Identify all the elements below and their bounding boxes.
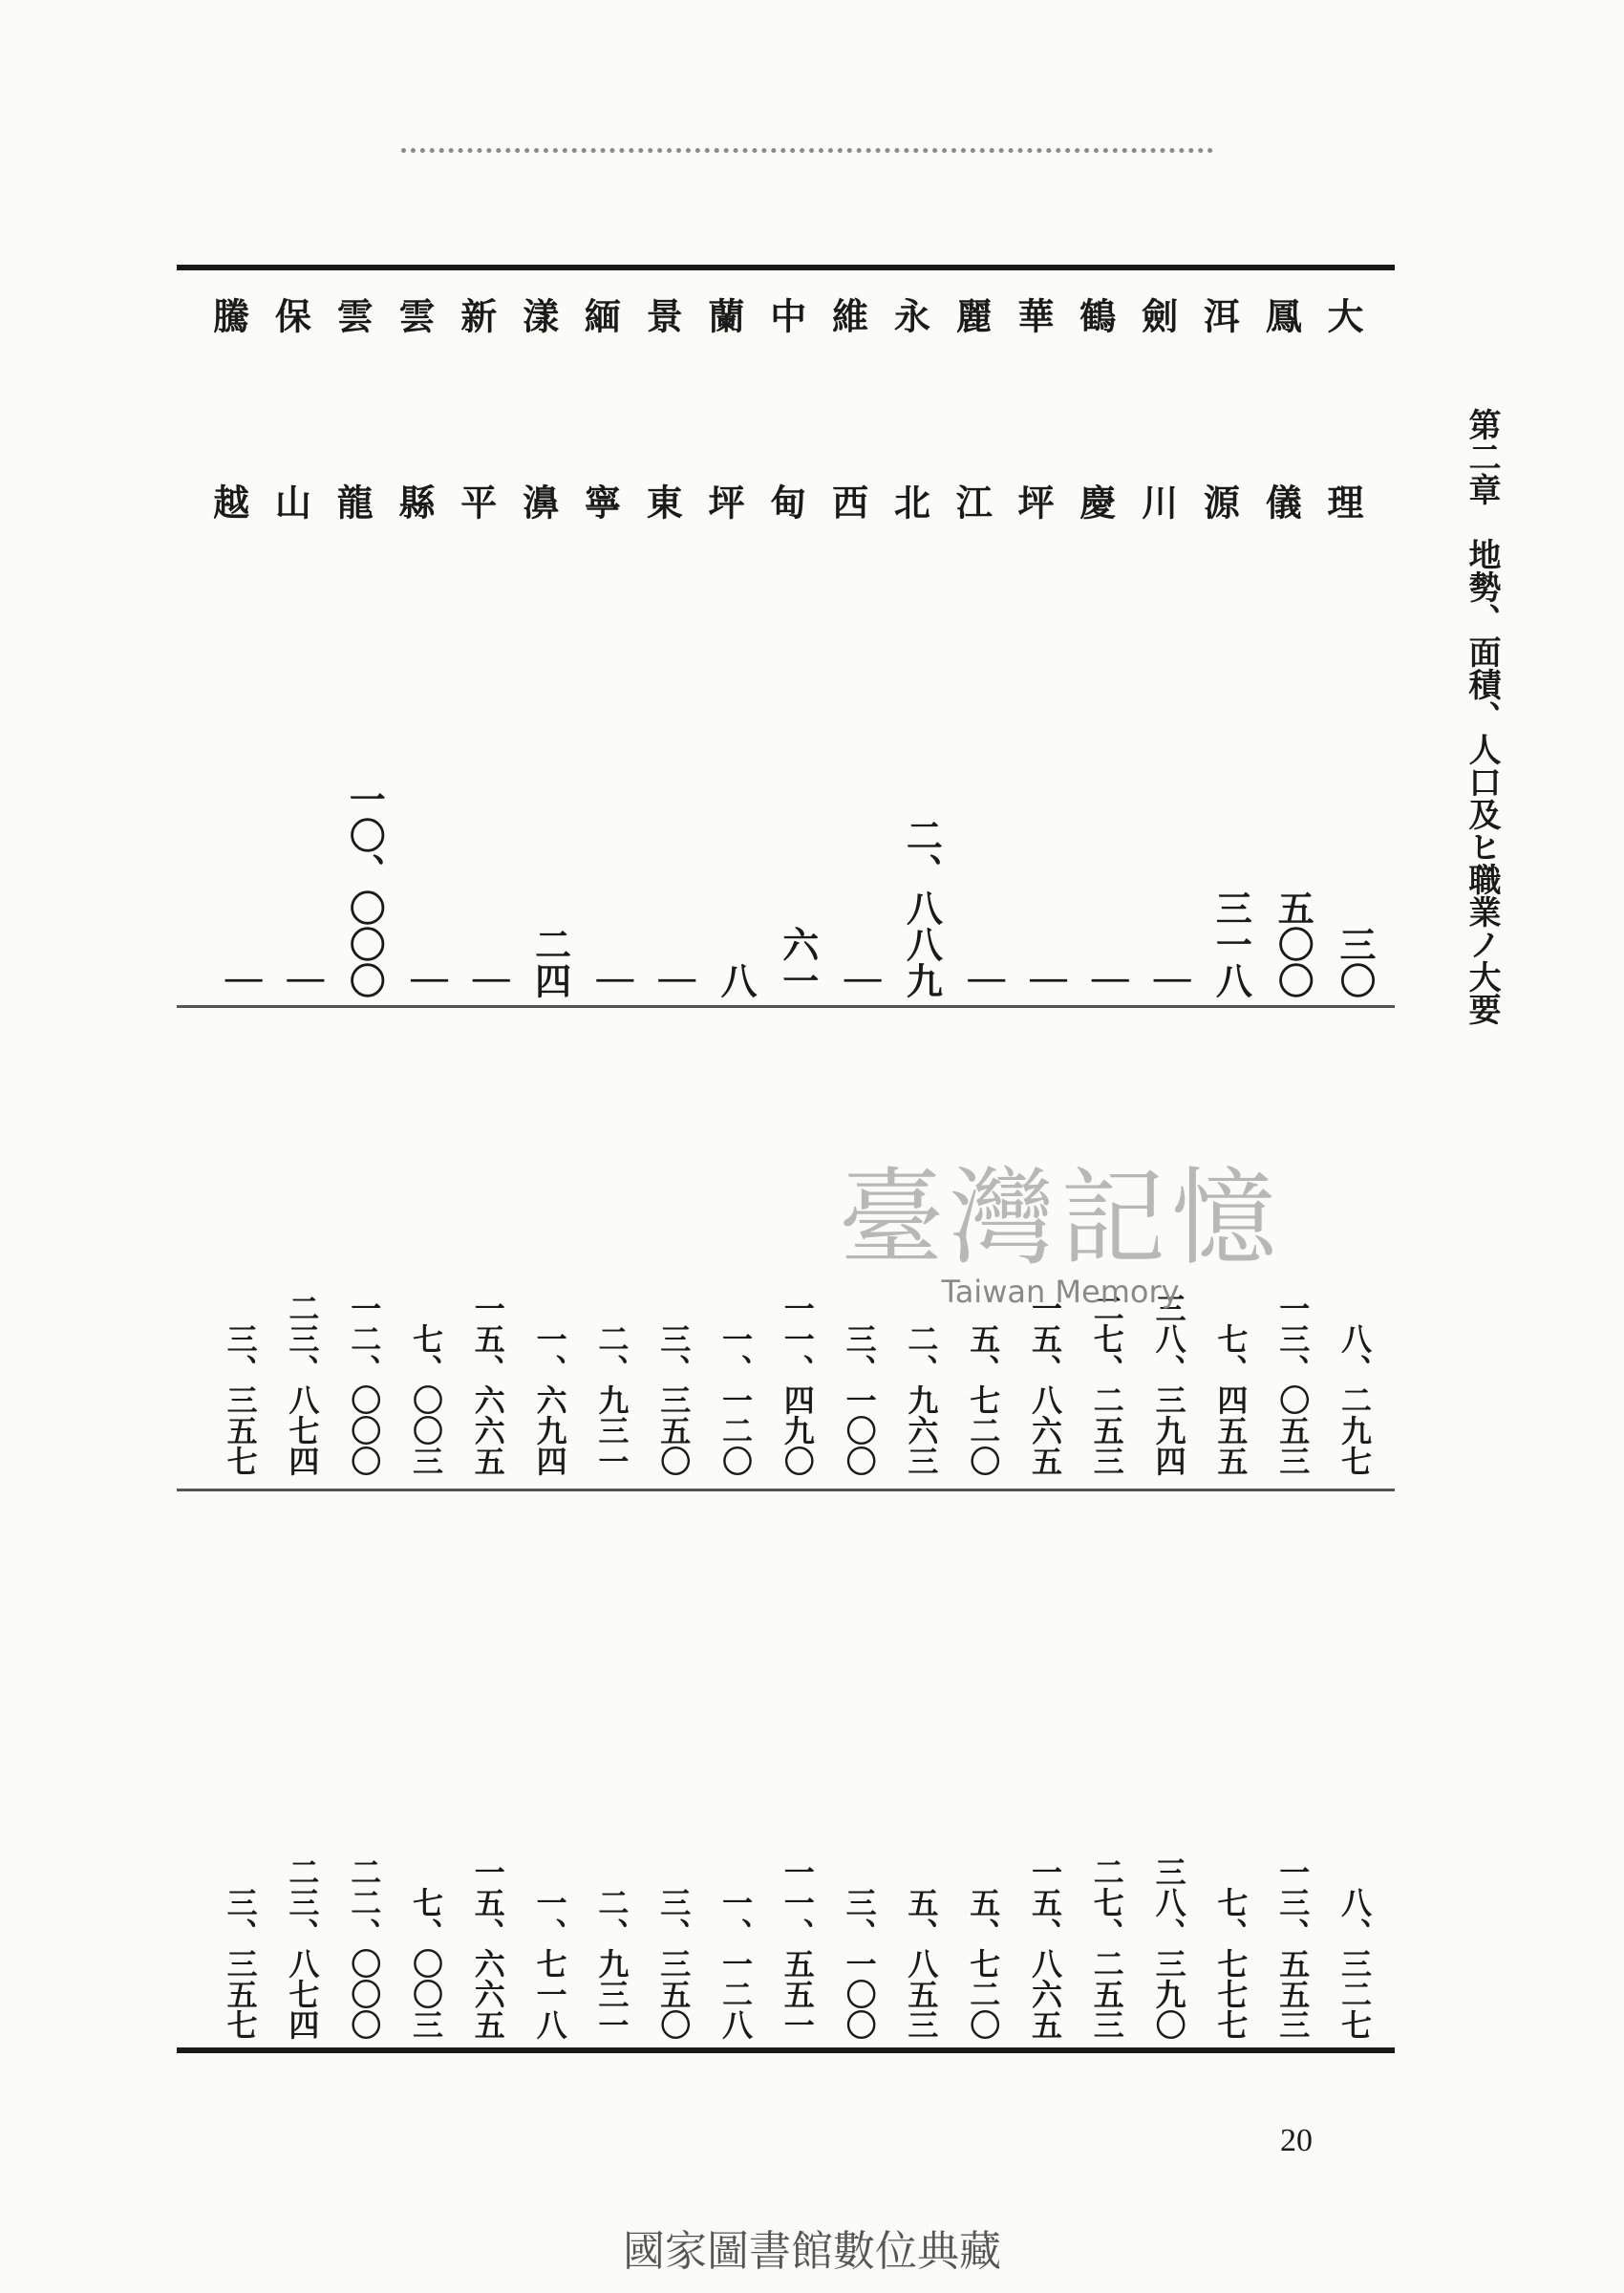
table-cell-value-group-1: [952, 764, 1014, 998]
value-group-2-text: 二三、八七四: [284, 1293, 321, 1476]
value-group-1-text: ｜: [219, 962, 263, 998]
value-total-text: 三、三五〇: [655, 1887, 693, 2040]
table-cell-county-name: [516, 282, 581, 349]
watermark: [812, 1157, 1309, 1323]
value-group-2-text: 二、九三一: [593, 1323, 630, 1476]
table-rule-2: [177, 1489, 1395, 1491]
table-cell-value-total: [643, 1720, 704, 2040]
value-group-1-text: ｜: [838, 962, 882, 998]
table-cell-value-total: [1139, 1720, 1200, 2040]
value-group-1-text: ｜: [652, 962, 696, 998]
table-cell-county-name-2: [702, 468, 766, 535]
table-cell-county-name-2: [1197, 468, 1261, 535]
value-group-2-text: 八、二九七: [1336, 1323, 1373, 1476]
table-cell-county-name: [578, 282, 642, 349]
value-total-text: 八、三二七: [1336, 1887, 1373, 2040]
table-cell-county-name: [1321, 282, 1385, 349]
table-cell-county-name-2: [763, 468, 828, 535]
page-number: 20: [1280, 2123, 1313, 2158]
county-name-2-text: 東: [640, 483, 684, 520]
county-name-text: 新: [454, 297, 498, 333]
county-name-2-text: 慶: [1073, 483, 1117, 520]
value-group-1-text: 六一: [776, 926, 820, 998]
table-cell-county-name-2: [1135, 468, 1200, 535]
value-total-text: 一、一二八: [717, 1887, 754, 2040]
table-cell-value-total: [333, 1720, 395, 2040]
table-cell-county-name-2: [1012, 468, 1076, 535]
table-cell-value-group-1: [1200, 764, 1261, 998]
value-total-text: 七、七七七: [1212, 1887, 1250, 2040]
table-cell-county-name: [952, 282, 1014, 349]
value-group-1-text: ｜: [1147, 962, 1191, 998]
value-group-1-text: 二四: [528, 926, 572, 998]
county-name-text: 永: [887, 297, 931, 333]
value-group-2-text: 一五、六六五: [469, 1293, 506, 1476]
table-cell-value-group-1: [1324, 764, 1385, 998]
county-name-2-text: 源: [1197, 483, 1241, 520]
table-cell-value-total: [210, 1720, 271, 2040]
value-total-text: 一五、六六五: [469, 1856, 506, 2040]
county-name-2-text: 川: [1135, 483, 1179, 520]
table-cell-county-name: [1073, 282, 1138, 349]
table-cell-value-group-1: [767, 764, 828, 998]
county-name-text: 騰: [206, 297, 250, 333]
top-dotted-border: [401, 148, 1213, 153]
value-total-text: 三、三五七: [222, 1887, 259, 2040]
table-cell-county-name-2: [640, 468, 704, 535]
county-name-text: 雲: [393, 297, 436, 333]
table-cell-county-name-2: [1073, 468, 1138, 535]
value-total-text: 五、七二〇: [965, 1887, 1002, 2040]
table-cell-value-group-1: [458, 764, 519, 998]
table-cell-value-group-2: [705, 1146, 766, 1476]
table-cell-value-group-1: [829, 764, 890, 998]
value-group-1-text: 五〇〇: [1271, 889, 1315, 998]
table-cell-county-name: [640, 282, 704, 349]
value-total-text: 五、八五三: [903, 1887, 940, 2040]
table-cell-value-group-2: [395, 1146, 457, 1476]
table-cell-value-group-1: [705, 764, 766, 998]
table-cell-value-group-1: [395, 764, 457, 998]
table-cell-value-total: [1077, 1720, 1138, 2040]
table-cell-value-group-2: [210, 1146, 271, 1476]
value-group-1-text: ｜: [405, 962, 448, 998]
county-name-text: 維: [825, 297, 869, 333]
county-name-2-text: 山: [268, 483, 312, 520]
watermark-english: Taiwan Memory: [941, 1274, 1180, 1310]
county-name-2-text: 縣: [393, 483, 436, 520]
value-group-1-text: ｜: [590, 962, 634, 998]
county-name-2-text: 北: [887, 483, 931, 520]
table-cell-value-total: [1200, 1720, 1261, 2040]
table-top-rule: [177, 265, 1395, 270]
value-total-text: 二二、〇〇〇: [346, 1856, 383, 2040]
table-cell-value-group-2: [271, 1146, 332, 1476]
county-name-2-text: 甸: [763, 483, 807, 520]
value-group-1-text: ｜: [1085, 962, 1129, 998]
table-cell-value-group-1: [1015, 764, 1076, 998]
value-group-1-text: ｜: [962, 962, 1006, 998]
table-cell-county-name: [454, 282, 519, 349]
value-total-text: 二七、二五三: [1088, 1856, 1125, 2040]
value-total-text: 一三、五五三: [1274, 1856, 1312, 2040]
county-name-text: 劍: [1135, 297, 1179, 333]
table-cell-county-name-2: [887, 468, 951, 535]
county-name-2-text: 龍: [331, 483, 374, 520]
table-cell-value-total: [581, 1720, 642, 2040]
table-cell-county-name: [825, 282, 890, 349]
table-rule-1: [177, 1005, 1395, 1008]
table-cell-county-name-2: [1321, 468, 1385, 535]
table-cell-county-name-2: [952, 468, 1014, 535]
table-cell-county-name: [1135, 282, 1200, 349]
table-cell-value-total: [705, 1720, 766, 2040]
county-name-text: 洱: [1197, 297, 1241, 333]
table-cell-county-name-2: [268, 468, 332, 535]
county-name-2-text: 坪: [1012, 483, 1055, 520]
chapter-title: 第二章 地勢、面積、人口及ヒ職業ノ大要: [1463, 408, 1501, 1025]
value-group-2-text: 二、九六三: [903, 1323, 940, 1476]
county-name-text: 鶴: [1073, 297, 1117, 333]
table-cell-county-name-2: [825, 468, 890, 535]
value-group-1-text: 二、八八九: [900, 817, 944, 998]
table-cell-value-group-2: [458, 1146, 519, 1476]
watermark-chinese: 臺灣記憶: [839, 1157, 1282, 1279]
table-cell-value-total: [890, 1720, 951, 2040]
county-name-2-text: 坪: [702, 483, 745, 520]
value-group-1-text: ｜: [281, 962, 325, 998]
table-cell-county-name-2: [1259, 468, 1323, 535]
value-group-2-text: 一二、〇〇〇: [346, 1293, 383, 1476]
county-name-2-text: 寧: [578, 483, 622, 520]
value-group-2-text: 三八、三九四: [1150, 1293, 1187, 1476]
table-cell-value-group-2: [333, 1146, 395, 1476]
value-total-text: 一一、五五一: [779, 1856, 816, 2040]
table-cell-county-name-2: [395, 468, 457, 535]
county-name-text: 鳳: [1259, 297, 1303, 333]
table-cell-county-name-2: [516, 468, 581, 535]
value-group-2-text: 七、〇〇三: [408, 1323, 444, 1476]
county-name-text: 蘭: [702, 297, 745, 333]
value-group-1-text: 八: [715, 962, 758, 998]
table-cell-value-group-2: [581, 1146, 642, 1476]
table-cell-value-total: [1262, 1720, 1323, 2040]
table-cell-value-group-1: [581, 764, 642, 998]
table-cell-value-group-1: [210, 764, 271, 998]
value-group-1-text: 三〇: [1334, 926, 1377, 998]
value-total-text: 一五、八六五: [1027, 1856, 1063, 2040]
table-cell-county-name: [1197, 282, 1261, 349]
county-name-text: 大: [1321, 297, 1364, 333]
table-cell-county-name-2: [454, 468, 519, 535]
value-group-1-text: ｜: [466, 962, 510, 998]
table-cell-county-name-2: [578, 468, 642, 535]
footer-credit: 國家圖書館數位典藏: [623, 2227, 1001, 2276]
value-group-2-text: 一、六九四: [531, 1323, 568, 1476]
county-name-text: 保: [268, 297, 312, 333]
table-cell-county-name: [268, 282, 332, 349]
table-cell-value-group-2: [520, 1146, 581, 1476]
table-cell-county-name-2: [206, 468, 271, 535]
table-cell-value-total: [952, 1720, 1014, 2040]
county-name-text: 麗: [950, 297, 994, 333]
table-cell-value-total: [767, 1720, 828, 2040]
table-cell-value-group-2: [1324, 1146, 1385, 1476]
county-name-text: 緬: [578, 297, 622, 333]
value-group-2-text: 一三、〇五三: [1274, 1293, 1312, 1476]
value-group-2-text: 七、四五五: [1212, 1323, 1250, 1476]
county-name-2-text: 濞: [516, 483, 560, 520]
value-group-2-text: 三、三五〇: [655, 1323, 693, 1476]
value-group-1-text: 三一八: [1209, 889, 1253, 998]
value-group-2-text: 二七、二五三: [1088, 1293, 1125, 1476]
table-cell-value-group-1: [890, 764, 951, 998]
table-cell-county-name: [333, 282, 395, 349]
table-cell-value-total: [829, 1720, 890, 2040]
county-name-text: 華: [1012, 297, 1055, 333]
value-total-text: 三八、三九〇: [1150, 1856, 1187, 2040]
county-name-2-text: 江: [950, 483, 994, 520]
county-name-2-text: 儀: [1259, 483, 1303, 520]
table-cell-value-total: [520, 1720, 581, 2040]
county-name-2-text: 西: [825, 483, 869, 520]
value-total-text: 三、一〇〇: [841, 1887, 878, 2040]
table-cell-value-group-1: [333, 764, 395, 998]
value-group-2-text: 一五、八六五: [1027, 1293, 1063, 1476]
county-name-2-text: 平: [454, 483, 498, 520]
table-cell-county-name: [1259, 282, 1323, 349]
county-name-2-text: 越: [206, 483, 250, 520]
value-total-text: 二、九三一: [593, 1887, 630, 2040]
county-name-2-text: 理: [1321, 483, 1364, 520]
value-group-2-text: 五、七二〇: [965, 1323, 1002, 1476]
table-bottom-rule: [177, 2047, 1395, 2053]
table-cell-county-name: [395, 282, 457, 349]
value-group-2-text: 三、一〇〇: [841, 1323, 878, 1476]
county-name-text: 雲: [331, 297, 374, 333]
table-cell-value-group-1: [643, 764, 704, 998]
value-group-2-text: 三、三五七: [222, 1323, 259, 1476]
county-name-text: 漾: [516, 297, 560, 333]
value-total-text: 七、〇〇三: [408, 1887, 444, 2040]
table-cell-value-group-1: [1262, 764, 1323, 998]
table-cell-value-total: [271, 1720, 332, 2040]
value-group-1-text: 一〇、〇〇〇: [343, 781, 387, 998]
table-cell-county-name: [1012, 282, 1076, 349]
table-cell-county-name: [763, 282, 828, 349]
table-cell-value-group-1: [520, 764, 581, 998]
county-name-text: 景: [640, 297, 684, 333]
county-name-text: 中: [763, 297, 807, 333]
table-cell-county-name: [702, 282, 766, 349]
table-cell-value-group-2: [643, 1146, 704, 1476]
value-total-text: 一、七一八: [531, 1887, 568, 2040]
value-group-2-text: 一、一二〇: [717, 1323, 754, 1476]
value-group-2-text: 一一、四九〇: [779, 1293, 816, 1476]
value-group-1-text: ｜: [1024, 962, 1067, 998]
table-cell-county-name: [206, 282, 271, 349]
table-cell-county-name: [887, 282, 951, 349]
table-cell-value-group-1: [1139, 764, 1200, 998]
value-total-text: 二三、八七四: [284, 1856, 321, 2040]
table-cell-value-group-1: [1077, 764, 1138, 998]
table-cell-value-total: [1015, 1720, 1076, 2040]
table-cell-value-total: [395, 1720, 457, 2040]
table-cell-value-total: [1324, 1720, 1385, 2040]
table-cell-value-total: [458, 1720, 519, 2040]
table-cell-county-name-2: [333, 468, 395, 535]
table-cell-value-group-1: [271, 764, 332, 998]
